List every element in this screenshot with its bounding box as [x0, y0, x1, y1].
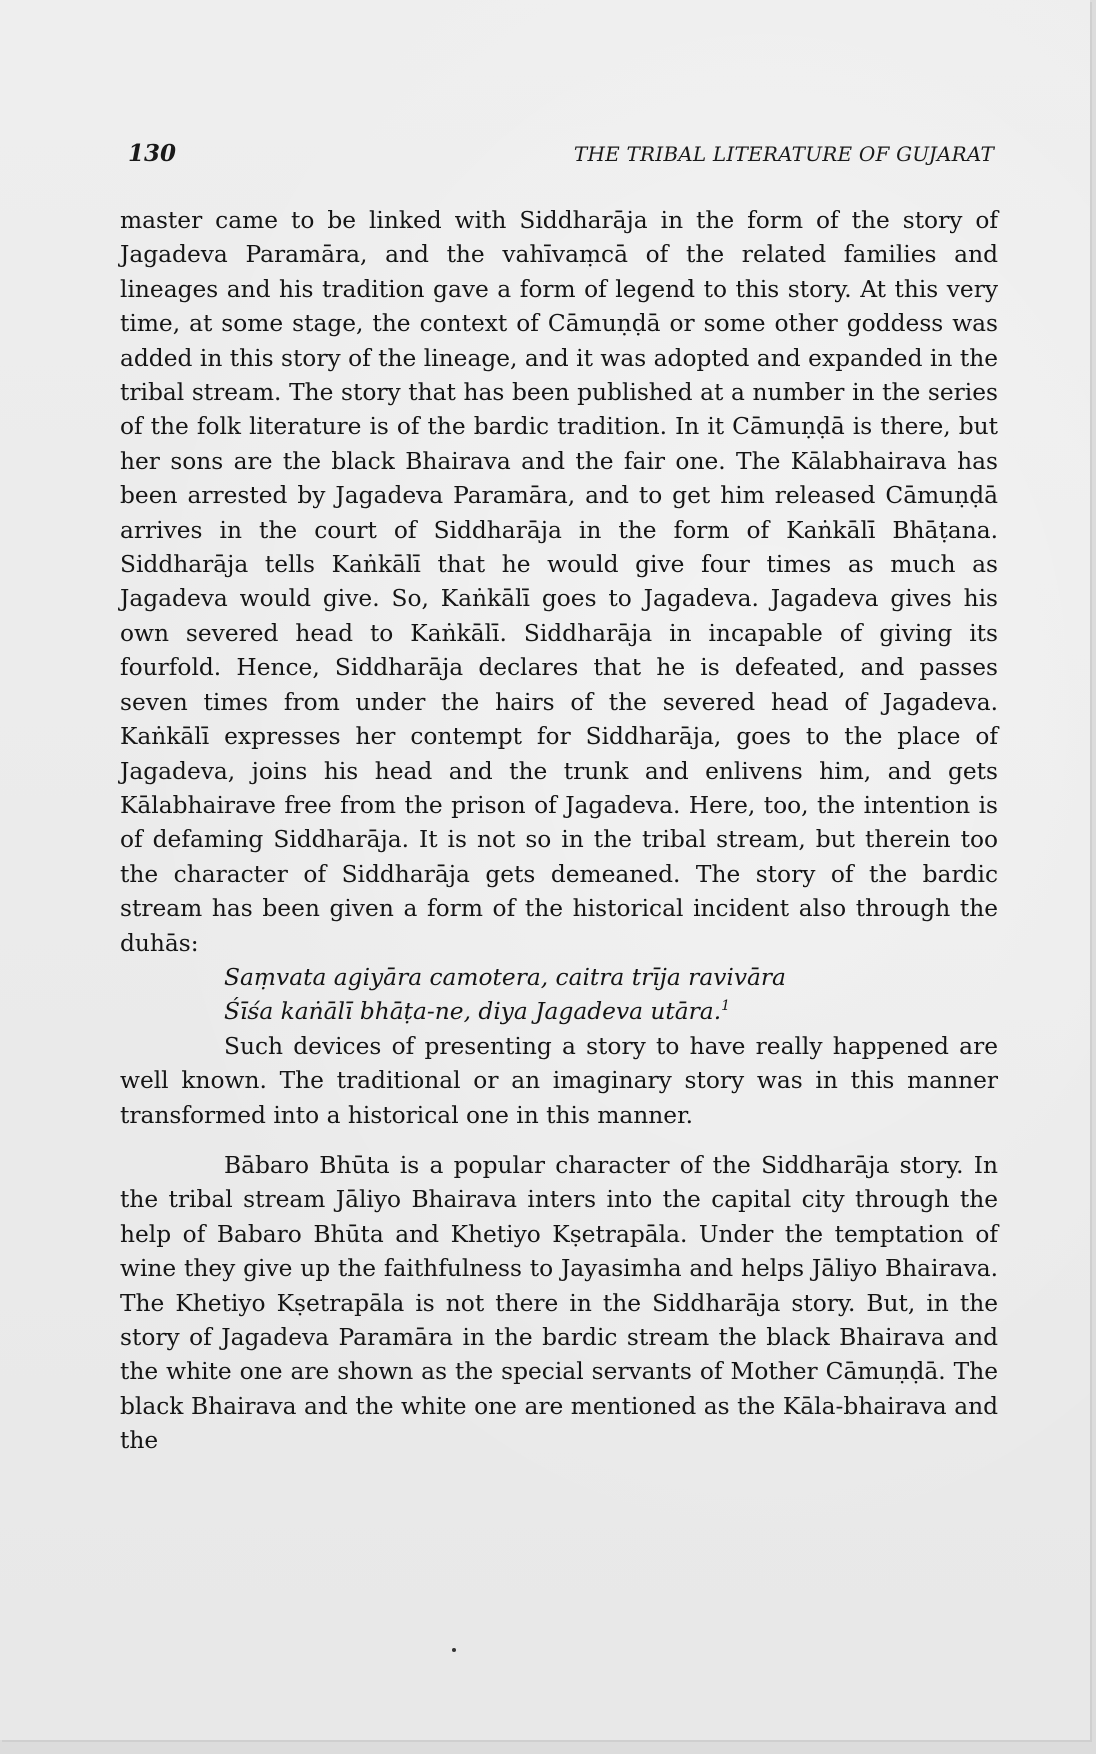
verse-block	[120, 961, 998, 1030]
verse-line-1: Saṃvata agiyāra camotera, caitra trīja ravivāra	[224, 963, 786, 991]
page-speck	[452, 1648, 456, 1652]
page-header	[128, 140, 994, 172]
verse-line-2-wrapper	[224, 995, 998, 1029]
running-head: THE TRIBAL LITERATURE OF GUJARAT	[573, 142, 994, 166]
paragraph-1: master came to be linked with Siddharāja in the form of the story of Jagadeva Paramāra, and the vahīvaṃcā of the related families and lineages and his tradition gave a form of legend to this story. At this very time, at some stage, the context of Cāmuṇḍā or some other goddess was added in this story of the lineage, and it was adopted and expanded in the tribal stream. The story that has been published at a number in the series of the folk literature is of the bardic tradition. In it Cāmuṇḍā is there, but her sons are the black Bhairava and the fair one. The Kālabhairava has been arrested by Jagadeva Paramāra, and to get him released Cāmuṇḍā arrives in the court of Siddharāja in the form of Kaṅkālī Bhāṭana. Siddharāja tells Kaṅkālī that he would give four times as much as Jagadeva would give. So, Kaṅkālī goes to Jagadeva. Jagadeva gives his own severed head to Kaṅkālī. Siddharāja in incapable of giving its fourfold. Hence, Siddharāja declares that he is defeated, and passes seven times from under the hairs of the severed head of Jagadeva. Kaṅkālī expresses her contempt for Siddharāja, goes to the place of Jagadeva, joins his head and the trunk and enlivens him, and gets Kālabhairave free from the prison of Jagadeva. Here, too, the intention is of defaming Siddharāja. It is not so in the tribal stream, but therein too the character of Siddharāja gets demeaned. The story of the bardic stream has been given a form of the historical incident also through the duhās:	[120, 207, 998, 957]
verse-line-2: Śīśa kaṅālī bhāṭa-ne, diya Jagadeva utāra.	[224, 998, 722, 1026]
footnote-marker: 1	[721, 998, 731, 1015]
body-text	[120, 204, 998, 1459]
paragraph-2: Such devices of presenting a story to have really happened are well known. The traditional or an imaginary story was in this manner transformed into a historical one in this manner.	[120, 1032, 998, 1129]
paragraph-3: Bābaro Bhūta is a popular character of the Siddharāja story. In the tribal stream Jāliyo Bhairava inters into the capital city through the help of Babaro Bhūta and Khetiyo Kṣetrapāla. Under the temptation of wine they give up the faithfulness to Jayasimha and helps Jāliyo Bhairava. The Khetiyo Kṣetrapāla is not there in the Siddharāja story. But, in the story of Jagadeva Paramāra in the bardic stream the black Bhairava and the white one are shown as the special servants of Mother Cāmuṇḍā. The black Bhairava and the white one are mentioned as the Kāla-bhairava and the	[120, 1151, 998, 1455]
page-number: 130	[128, 140, 177, 167]
